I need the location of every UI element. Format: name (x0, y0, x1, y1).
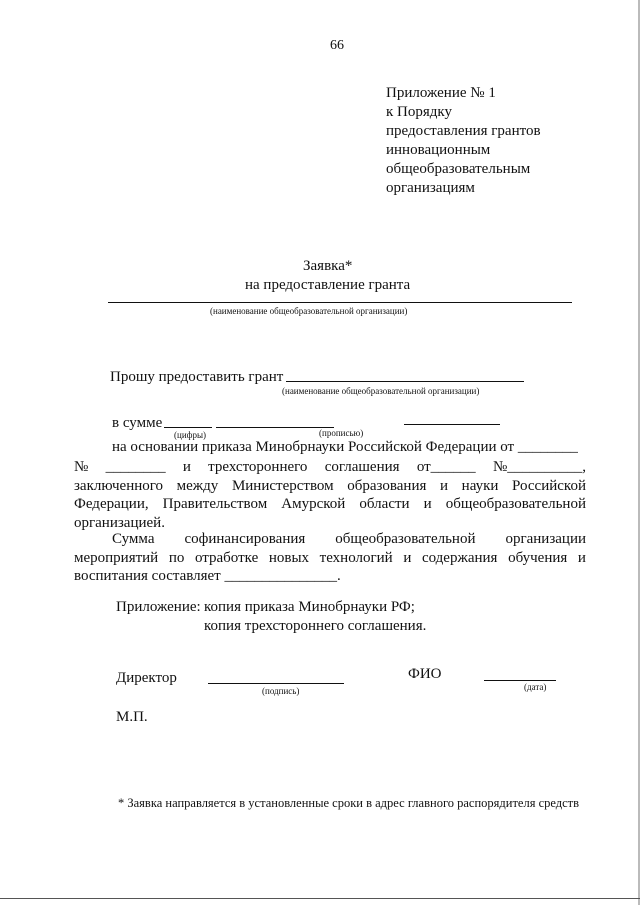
word: области (359, 496, 410, 512)
word: и (577, 550, 586, 566)
word: общеобразовательной (335, 531, 476, 547)
word: № (74, 459, 89, 475)
page-number: 66 (330, 38, 344, 53)
word: Амурской (281, 496, 346, 512)
date-line[interactable] (484, 680, 556, 681)
body-line-2 (74, 458, 586, 477)
sum-digits-line[interactable] (164, 427, 212, 428)
word: соглашения (324, 459, 400, 475)
sum-label: в сумме (112, 415, 163, 431)
sum-digits-caption: (цифры) (174, 430, 207, 440)
stamp-label: М.П. (116, 709, 148, 725)
request-label: Прошу предоставить грант (110, 369, 284, 385)
word: заключенного (74, 478, 164, 494)
word: Российской (512, 478, 586, 494)
appendix-line: к Порядку (386, 104, 452, 120)
word: общеобразовательной (445, 496, 586, 512)
document-title: Заявка* (303, 258, 353, 274)
word: отработке (194, 550, 259, 566)
body-line-4 (74, 495, 586, 514)
body-line-1: на основании приказа Минобрнауки Российской Федерации от ________ (112, 439, 578, 455)
fio-label: ФИО (408, 666, 442, 682)
footnote: * Заявка направляется в установленные сроки в адрес главного распорядителя средств (118, 796, 580, 810)
sum-words-line[interactable] (216, 427, 334, 428)
body-line-3 (74, 477, 586, 496)
scan-edge-bottom (0, 898, 640, 899)
attachment-item-2: копия трехстороннего соглашения. (204, 618, 427, 634)
word: науки (461, 478, 499, 494)
word: содержания (421, 550, 498, 566)
attachments-label: Приложение: (116, 599, 201, 615)
word: и (403, 550, 412, 566)
word: Федерации, (74, 496, 149, 512)
sum-words-caption: (прописью) (319, 428, 364, 438)
appendix-line: организациям (386, 180, 475, 196)
body-line-7 (74, 549, 586, 568)
word: Сумма (112, 531, 155, 547)
word: №__________, (492, 459, 586, 475)
word: Правительством (162, 496, 268, 512)
word: мероприятий (74, 550, 159, 566)
appendix-line: инновационным (386, 142, 491, 158)
word: между (176, 478, 219, 494)
word: от______ (416, 459, 476, 475)
appendix-line: Приложение № 1 (386, 85, 496, 101)
director-label: Директор (116, 670, 177, 686)
word: Министерством (231, 478, 334, 494)
word: образования (347, 478, 427, 494)
word: и (423, 496, 432, 512)
word: и (182, 459, 191, 475)
word: по (168, 550, 185, 566)
document-subtitle: на предоставление гранта (245, 277, 411, 293)
body-line-8: воспитания составляет _______________. (74, 568, 341, 584)
date-caption: (дата) (524, 682, 547, 692)
word: софинансирования (184, 531, 306, 547)
word: технологий (319, 550, 393, 566)
word: организации (505, 531, 586, 547)
word: трехстороннего (208, 459, 308, 475)
word: новых (268, 550, 310, 566)
body-line-6 (112, 530, 586, 549)
sum-extra-line[interactable] (404, 424, 500, 425)
grantee-caption: (наименование общеобразовательной организации) (282, 386, 480, 396)
appendix-line: общеобразовательным (386, 161, 531, 177)
word: обучения (508, 550, 568, 566)
organization-name-line[interactable] (108, 302, 572, 303)
organization-caption: (наименование общеобразовательной организации) (210, 306, 408, 316)
appendix-line: предоставления грантов (386, 123, 541, 139)
attachment-item-1: копия приказа Минобрнауки РФ; (204, 599, 415, 615)
signature-caption: (подпись) (262, 686, 300, 696)
body-line-5: организацией. (74, 515, 165, 531)
signature-line[interactable] (208, 683, 344, 684)
word: ________ (105, 459, 166, 475)
grantee-name-line[interactable] (286, 381, 524, 382)
word: и (440, 478, 449, 494)
